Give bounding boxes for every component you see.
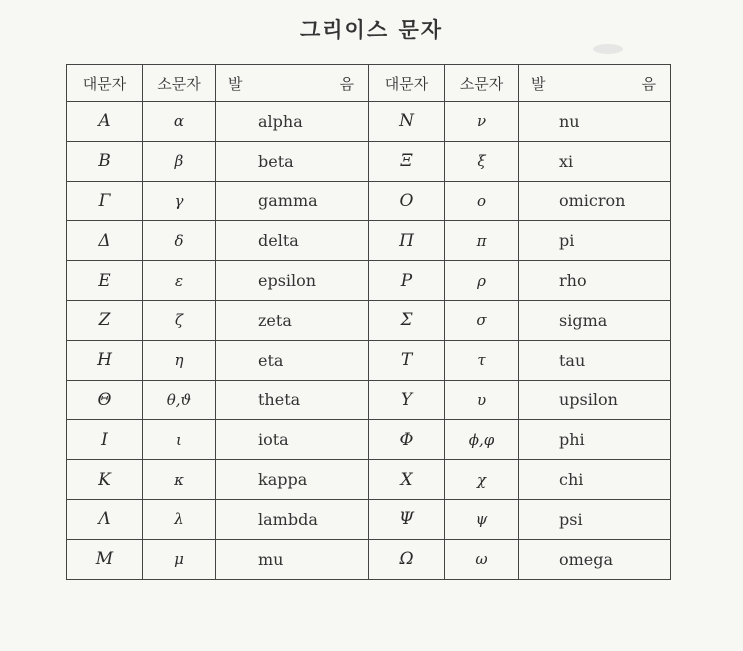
lowercase-cell: ψ [445, 499, 519, 539]
uppercase-cell: Λ [67, 499, 143, 539]
uppercase-cell: H [67, 340, 143, 380]
header-pron-left-2: 음 [339, 74, 354, 93]
pronunciation-cell: zeta [216, 300, 369, 340]
pronunciation-cell: theta [216, 380, 369, 420]
lowercase-cell: ζ [143, 300, 216, 340]
uppercase-cell: P [369, 261, 445, 301]
pronunciation-cell: beta [216, 141, 369, 181]
uppercase-cell: Ω [369, 539, 445, 579]
table-row [67, 261, 671, 301]
uppercase-cell: A [67, 102, 143, 142]
lowercase-cell: ο [445, 181, 519, 221]
lowercase-cell: η [143, 340, 216, 380]
pronunciation-cell: delta [216, 221, 369, 261]
lowercase-cell: δ [143, 221, 216, 261]
pronunciation-cell: rho [519, 261, 671, 301]
uppercase-cell: X [369, 460, 445, 500]
table-row [67, 141, 671, 181]
lowercase-cell: κ [143, 460, 216, 500]
pronunciation-cell: psi [519, 499, 671, 539]
uppercase-cell: B [67, 141, 143, 181]
uppercase-cell: Φ [369, 420, 445, 460]
lowercase-cell: π [445, 221, 519, 261]
uppercase-cell: E [67, 261, 143, 301]
lowercase-cell: γ [143, 181, 216, 221]
header-upper-right: 대문자 [369, 65, 445, 102]
table-row [67, 539, 671, 579]
scan-smudge [593, 44, 623, 54]
pronunciation-cell: omega [519, 539, 671, 579]
uppercase-cell: Π [369, 221, 445, 261]
pronunciation-cell: epsilon [216, 261, 369, 301]
pronunciation-cell: gamma [216, 181, 369, 221]
lowercase-cell: ν [445, 102, 519, 142]
pronunciation-cell: phi [519, 420, 671, 460]
uppercase-cell: N [369, 102, 445, 142]
lowercase-cell: θ,ϑ [143, 380, 216, 420]
uppercase-cell: I [67, 420, 143, 460]
pronunciation-cell: eta [216, 340, 369, 380]
table-row [67, 460, 671, 500]
header-lower-right: 소문자 [445, 65, 519, 102]
pronunciation-cell: iota [216, 420, 369, 460]
lowercase-cell: τ [445, 340, 519, 380]
pronunciation-cell: xi [519, 141, 671, 181]
lowercase-cell: μ [143, 539, 216, 579]
uppercase-cell: Υ [369, 380, 445, 420]
table-row [67, 340, 671, 380]
uppercase-cell: Ψ [369, 499, 445, 539]
pronunciation-cell: pi [519, 221, 671, 261]
pronunciation-cell: nu [519, 102, 671, 142]
table-row [67, 221, 671, 261]
header-pron-right-2: 음 [641, 74, 656, 93]
header-pron-right-1: 발 [531, 74, 546, 93]
lowercase-cell: α [143, 102, 216, 142]
header-row [67, 65, 671, 102]
uppercase-cell: M [67, 539, 143, 579]
pronunciation-cell: omicron [519, 181, 671, 221]
lowercase-cell: ι [143, 420, 216, 460]
pronunciation-cell: alpha [216, 102, 369, 142]
uppercase-cell: Θ [67, 380, 143, 420]
lowercase-cell: ε [143, 261, 216, 301]
uppercase-cell: K [67, 460, 143, 500]
lowercase-cell: χ [445, 460, 519, 500]
uppercase-cell: Σ [369, 300, 445, 340]
table-row [67, 420, 671, 460]
lowercase-cell: ω [445, 539, 519, 579]
greek-alphabet-table [66, 64, 671, 580]
uppercase-cell: Ξ [369, 141, 445, 181]
table-row [67, 181, 671, 221]
table-row [67, 102, 671, 142]
uppercase-cell: Γ [67, 181, 143, 221]
pronunciation-cell: upsilon [519, 380, 671, 420]
lowercase-cell: υ [445, 380, 519, 420]
lowercase-cell: ξ [445, 141, 519, 181]
lowercase-cell: σ [445, 300, 519, 340]
pronunciation-cell: mu [216, 539, 369, 579]
pronunciation-cell: chi [519, 460, 671, 500]
table-row [67, 300, 671, 340]
uppercase-cell: T [369, 340, 445, 380]
lowercase-cell: ϕ,φ [445, 420, 519, 460]
uppercase-cell: O [369, 181, 445, 221]
uppercase-cell: Δ [67, 221, 143, 261]
table-row [67, 380, 671, 420]
pronunciation-cell: sigma [519, 300, 671, 340]
pronunciation-cell: kappa [216, 460, 369, 500]
header-upper-left: 대문자 [67, 65, 143, 102]
header-pron-left [216, 65, 369, 102]
header-lower-left: 소문자 [143, 65, 216, 102]
header-pron-left-1: 발 [228, 74, 243, 93]
uppercase-cell: Z [67, 300, 143, 340]
lowercase-cell: β [143, 141, 216, 181]
lowercase-cell: λ [143, 499, 216, 539]
pronunciation-cell: tau [519, 340, 671, 380]
header-pron-right [519, 65, 671, 102]
lowercase-cell: ρ [445, 261, 519, 301]
page-title: 그리이스 문자 [299, 18, 444, 42]
table-row [67, 499, 671, 539]
pronunciation-cell: lambda [216, 499, 369, 539]
